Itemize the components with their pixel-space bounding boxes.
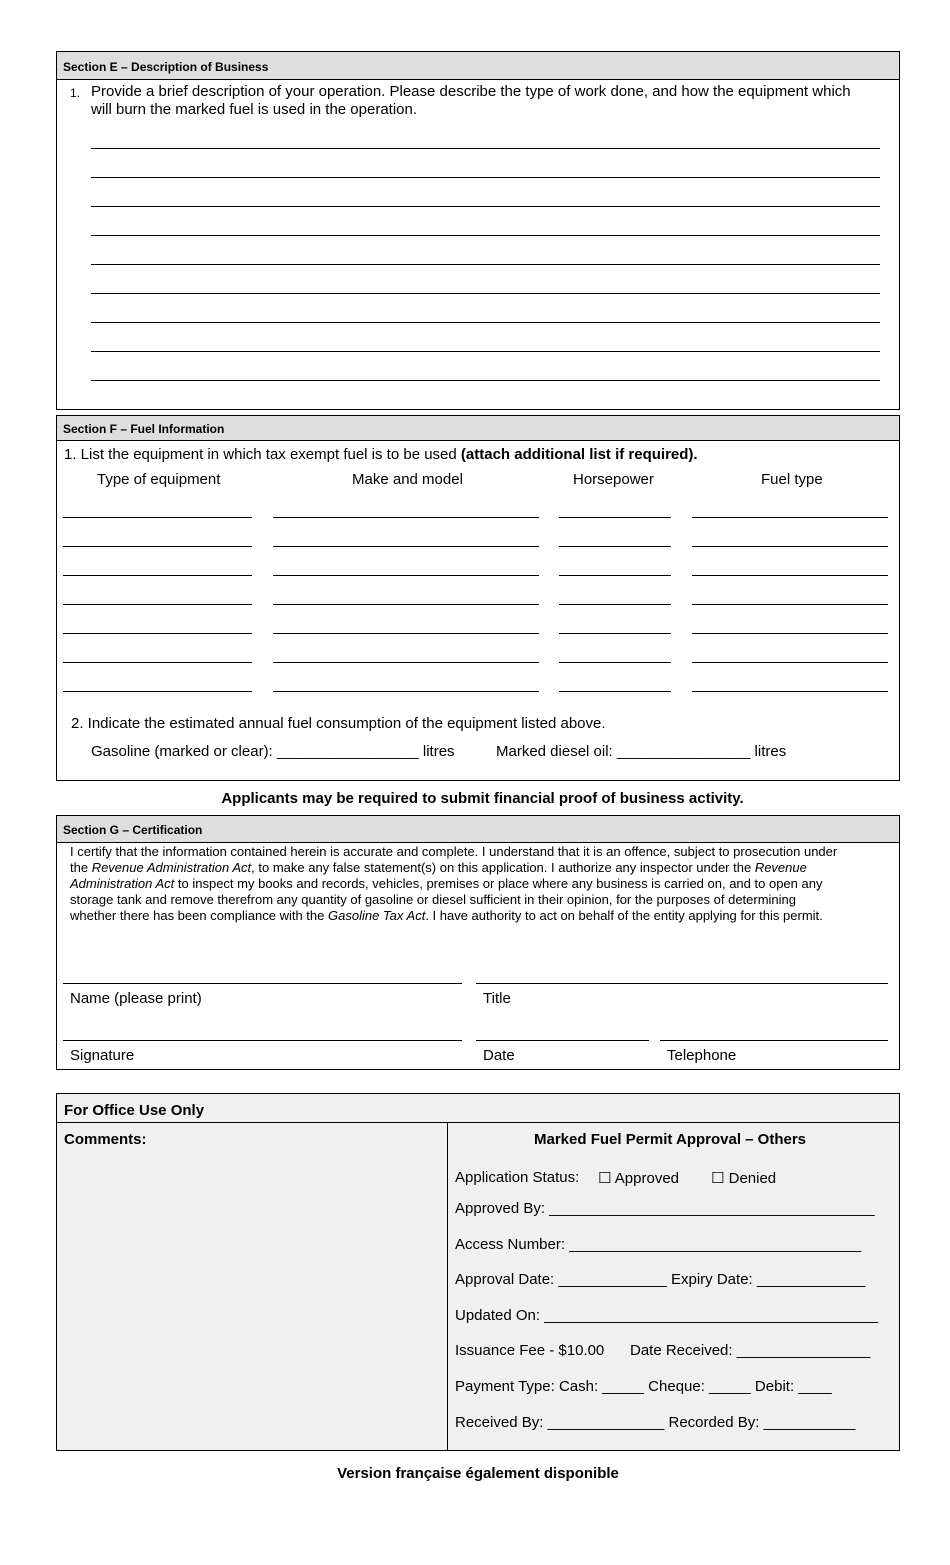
received-recorded-by-field[interactable]: Received By: ______________ Recorded By: ___________: [455, 1414, 856, 1431]
signature-line[interactable]: [63, 1040, 462, 1041]
cert-text: the: [70, 860, 92, 875]
col-type-of-equipment: Type of equipment: [97, 471, 221, 488]
cert-line: [70, 908, 837, 924]
equipment-entry-line[interactable]: [559, 604, 671, 605]
equipment-entry-line[interactable]: [692, 633, 888, 634]
approved-by-field[interactable]: Approved By: _______________________________________: [455, 1200, 875, 1217]
section-e-header: Section E – Description of Business: [57, 52, 899, 80]
equipment-entry-line[interactable]: [63, 546, 252, 547]
equipment-entry-line[interactable]: [273, 517, 539, 518]
cert-line: storage tank and remove therefrom any quantity of gasoline or diesel sufficient in their opinion, for the purposes of determining: [70, 892, 797, 907]
equipment-entry-line[interactable]: [692, 691, 888, 692]
description-line[interactable]: [91, 235, 880, 236]
payment-type-field[interactable]: Payment Type: Cash: _____ Cheque: _____ Debit: ____: [455, 1378, 832, 1395]
description-line[interactable]: [91, 148, 880, 149]
description-line[interactable]: [91, 380, 880, 381]
cert-text: to inspect my books and records, vehicles, premises or place where any business is carried on, and to open any: [174, 876, 823, 891]
approval-expiry-date-field[interactable]: Approval Date: _____________ Expiry Date: _____________: [455, 1271, 866, 1288]
section-f: [56, 415, 900, 781]
name-label: Name (please print): [70, 990, 202, 1007]
name-line[interactable]: [63, 983, 462, 984]
equipment-entry-line[interactable]: [63, 575, 252, 576]
col-fuel-type: Fuel type: [761, 471, 823, 488]
equipment-entry-line[interactable]: [273, 546, 539, 547]
question-1-text: 1. List the equipment in which tax exempt fuel is to be used: [64, 446, 461, 463]
updated-on-field[interactable]: Updated On: ________________________________________: [455, 1307, 878, 1324]
equipment-entry-line[interactable]: [273, 633, 539, 634]
office-use-header: For Office Use Only: [57, 1094, 899, 1123]
section-g-header: Section G – Certification: [57, 816, 899, 843]
equipment-entry-line[interactable]: [63, 691, 252, 692]
issuance-fee: Issuance Fee - $10.00: [455, 1342, 605, 1359]
date-received-field[interactable]: Date Received: ________________: [630, 1342, 871, 1359]
signature-label: Signature: [70, 1047, 135, 1064]
section-e-question-line2: will burn the marked fuel is used in the operation.: [91, 101, 418, 118]
telephone-line[interactable]: [660, 1040, 888, 1041]
section-e-question-line1: Provide a brief description of your operation. Please describe the type of work done, and how the equipment which: [91, 83, 851, 100]
equipment-entry-line[interactable]: [559, 517, 671, 518]
description-line[interactable]: [91, 351, 880, 352]
description-line[interactable]: [91, 264, 880, 265]
cert-line: [70, 860, 837, 876]
equipment-entry-line[interactable]: [559, 662, 671, 663]
cert-line: [70, 876, 837, 892]
description-line[interactable]: [91, 206, 880, 207]
application-status-label: Application Status:: [455, 1169, 580, 1186]
description-line[interactable]: [91, 293, 880, 294]
section-f-header: Section F – Fuel Information: [57, 416, 899, 441]
col-horsepower: Horsepower: [573, 471, 654, 488]
equipment-entry-line[interactable]: [692, 662, 888, 663]
approved-checkbox[interactable]: ☐ Approved: [598, 1170, 679, 1187]
comments-label: Comments:: [64, 1131, 147, 1148]
equipment-entry-line[interactable]: [63, 662, 252, 663]
cert-text: . I have authority to act on behalf of the entity applying for this permit.: [425, 908, 823, 923]
financial-proof-notice: Applicants may be required to submit financial proof of business activity.: [221, 790, 744, 807]
equipment-entry-line[interactable]: [559, 691, 671, 692]
act-name: Revenue Administration Act: [91, 860, 252, 875]
description-line[interactable]: [91, 177, 880, 178]
cert-line: I certify that the information contained herein is accurate and complete. I understand that it is an offence, subject to prosecution under: [70, 844, 838, 859]
permit-approval-title: Marked Fuel Permit Approval – Others: [534, 1131, 807, 1148]
question-number: 1.: [70, 86, 81, 100]
cert-text: , to make any false statement(s) on this application. I authorize any inspector under the: [251, 860, 755, 875]
col-make-and-model: Make and model: [352, 471, 463, 488]
date-label: Date: [483, 1047, 515, 1064]
act-name: Administration Act: [70, 876, 175, 891]
equipment-entry-line[interactable]: [63, 604, 252, 605]
equipment-entry-line[interactable]: [63, 633, 252, 634]
section-f-question-2: 2. Indicate the estimated annual fuel consumption of the equipment listed above.: [71, 715, 606, 732]
equipment-entry-line[interactable]: [692, 575, 888, 576]
act-name: Gasoline Tax Act: [328, 908, 426, 923]
equipment-entry-line[interactable]: [692, 604, 888, 605]
equipment-entry-line[interactable]: [559, 546, 671, 547]
office-use-box: [56, 1093, 900, 1451]
description-line[interactable]: [91, 322, 880, 323]
title-line[interactable]: [476, 983, 888, 984]
cert-text: whether there has been compliance with the: [70, 908, 328, 923]
denied-checkbox[interactable]: ☐ Denied: [711, 1170, 777, 1187]
equipment-entry-line[interactable]: [273, 604, 539, 605]
equipment-entry-line[interactable]: [273, 575, 539, 576]
date-line[interactable]: [476, 1040, 649, 1041]
equipment-entry-line[interactable]: [273, 691, 539, 692]
telephone-label: Telephone: [667, 1047, 737, 1064]
section-e: [56, 51, 900, 410]
access-number-field[interactable]: Access Number: ___________________________________: [455, 1236, 862, 1253]
comments-area[interactable]: [61, 1152, 441, 1442]
title-label: Title: [483, 990, 511, 1007]
certification-text: [70, 844, 837, 924]
equipment-entry-line[interactable]: [559, 633, 671, 634]
equipment-entry-line[interactable]: [692, 517, 888, 518]
act-name: Revenue: [754, 860, 807, 875]
french-version-note: Version française également disponible: [337, 1465, 619, 1482]
equipment-entry-line[interactable]: [559, 575, 671, 576]
equipment-entry-line[interactable]: [273, 662, 539, 663]
equipment-entry-line[interactable]: [63, 517, 252, 518]
diesel-consumption-field[interactable]: Marked diesel oil: ________________ litres: [496, 743, 787, 760]
question-1-note: (attach additional list if required).: [460, 446, 698, 463]
section-g: [56, 815, 900, 1070]
equipment-entry-line[interactable]: [692, 546, 888, 547]
office-divider: [447, 1122, 448, 1450]
section-f-question-1: [64, 446, 698, 463]
gasoline-consumption-field[interactable]: Gasoline (marked or clear): _________________ litres: [91, 743, 455, 760]
